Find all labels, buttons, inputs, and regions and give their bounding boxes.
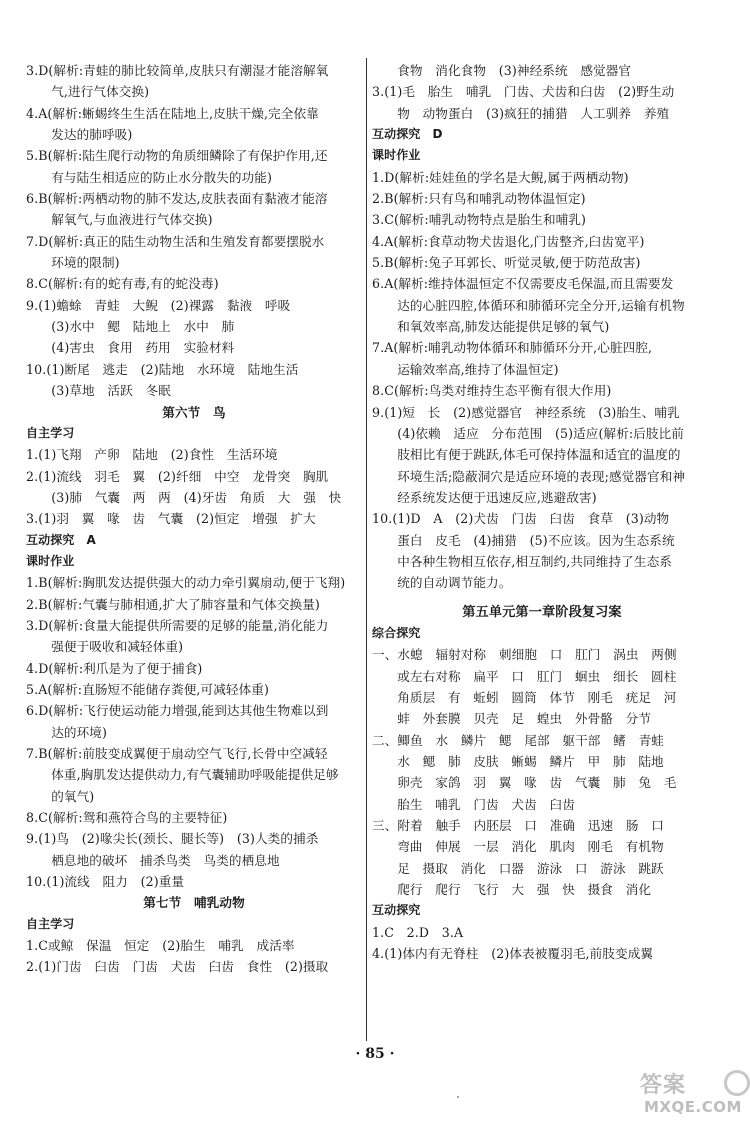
right-answer-continuation: 角质层 有 蚯蚓 圆筒 体节 刚毛 疣足 河 (397, 689, 677, 705)
left-answer-continuation: (3)肺 气囊 两 两 (4)牙齿 角质 大 强 快 (51, 489, 342, 505)
right-answer-continuation: 卵壳 家鸽 羽 翼 喙 齿 气囊 肺 兔 毛 (397, 775, 677, 791)
right-answer-continuation: 足 摄取 消化 口器 游泳 口 游泳 跳跃 (397, 860, 664, 876)
left-answer-continuation: 发达的肺呼吸) (51, 127, 133, 143)
left-answer-line: 9.(1)蟾蜍 青蛙 大鲵 (2)裸露 黏液 呼吸 (26, 297, 291, 313)
left-answer-line: 10.(1)流线 阻力 (2)重量 (26, 874, 185, 890)
right-answer-continuation: 肢相比有便于跳跃,体毛可保持体温和适宜的温度的 (397, 447, 681, 463)
right-answer-line: 5.B(解析:兔子耳郭长、听觉灵敏,便于防范敌害) (372, 255, 641, 271)
left-answer-continuation: (3)水中 鳃 陆地上 水中 肺 (51, 319, 235, 335)
left-section-title: 第六节 鸟 (162, 404, 226, 420)
right-answer-continuation: 统的自动调节能力。 (397, 575, 512, 591)
left-answer-line: 10.(1)断尾 逃走 (2)陆地 水环境 陆地生活 (26, 361, 299, 377)
right-answer-continuation: 爬行 爬行 飞行 大 强 快 摄食 消化 (397, 882, 652, 898)
left-answer-line: 1.(1)飞翔 产卵 陆地 (2)食性 生活环境 (26, 447, 278, 463)
right-answer-continuation: 胎生 哺乳 门齿 犬齿 臼齿 (397, 796, 575, 812)
right-answer-continuation: 或左右对称 扁平 口 肛门 蛔虫 细长 圆柱 (397, 668, 677, 684)
right-answer-line: 二、鲫鱼 水 鳞片 鳃 尾部 躯干部 鳍 青蛙 (372, 732, 664, 748)
left-answer-continuation: 栖息地的破坏 捕杀鸟类 鸟类的栖息地 (51, 852, 280, 868)
left-subheading: 课时作业 (26, 553, 75, 568)
left-answer-continuation: 体重,胸肌发达提供动力,有气囊辅助呼吸能提供足够 (51, 767, 339, 783)
right-answer-continuation: 物 动物蛋白 (3)疯狂的捕猎 人工驯养 养殖 (397, 105, 670, 121)
left-column (26, 60, 362, 978)
page-number: · 85 · (355, 1046, 395, 1062)
right-answer-line: 1.C 2.D 3.A (372, 924, 464, 940)
left-answer-line: 3.(1)羽 翼 喙 齿 气囊 (2)恒定 增强 扩大 (26, 511, 316, 527)
right-answer-line: 10.(1)D A (2)犬齿 门齿 臼齿 食草 (3)动物 (372, 511, 670, 527)
right-answer-line: 4.(1)体内有无脊柱 (2)体表被覆羽毛,前肢变成翼 (372, 946, 654, 962)
left-answer-line: 2.(1)门齿 臼齿 门齿 犬齿 臼齿 食性 (2)摄取 (26, 959, 329, 975)
right-answer-line: 7.A(解析:哺乳动物体循环和肺循环分开,心脏四腔, (372, 340, 653, 356)
scan-dot (457, 1096, 459, 1098)
left-subheading: 互动探究 A (26, 532, 96, 547)
left-answer-line: 4.D(解析:利爪是为了便于捕食) (26, 660, 203, 676)
right-answer-continuation: 食物 消化食物 (3)神经系统 感觉器官 (397, 63, 632, 78)
right-answer-continuation: 弯曲 伸展 一层 消化 肌肉 刚毛 有机物 (397, 839, 664, 855)
left-answer-continuation: 解氧气,与血液进行气体交换) (51, 212, 213, 228)
left-answer-line: 2.(1)流线 羽毛 翼 (2)纤细 中空 龙骨突 胸肌 (26, 468, 329, 484)
left-answer-continuation: (4)害虫 食用 药用 实验材料 (51, 340, 235, 356)
right-answer-line: 8.C(解析:鸟类对维持生态平衡有很大作用) (372, 383, 612, 399)
left-answer-continuation: 达的环境) (51, 724, 107, 740)
right-answer-line: 4.A(解析:食草动物犬齿退化,门齿整齐,臼齿宽平) (372, 233, 645, 249)
column-divider (366, 58, 367, 1041)
left-answer-line: 2.B(解析:气囊与肺相通,扩大了肺容量和气体交换量) (26, 596, 320, 612)
right-answer-line: 2.B(解析:只有鸟和哺乳动物体温恒定) (372, 191, 586, 207)
left-answer-line: 5.A(解析:直肠短不能储存粪便,可减轻体重) (26, 681, 269, 697)
right-subheading: 互动探究 (372, 903, 421, 918)
right-answer-continuation: 中各种生物相互依存,相互制约,共同维持了生态系 (397, 553, 672, 569)
right-subheading: 综合探究 (372, 625, 421, 640)
left-answer-line: 1.B(解析:胸肌发达提供强大的动力牵引翼扇动,便于飞翔) (26, 575, 346, 591)
left-answer-line: 3.D(解析:青蛙的肺比较简单,皮肤只有潮湿才能溶解氧 (26, 63, 329, 78)
left-answer-line: 8.C(解析:鸳和燕符合鸟的主要特征) (26, 810, 228, 826)
right-answer-line: 3.C(解析:哺乳动物特点是胎生和哺乳) (372, 212, 587, 228)
left-answer-line: 9.(1)鸟 (2)喙尖长(颈长、腿长等) (3)人类的捕杀 (26, 831, 319, 847)
watermark-url: MXQE.COM (644, 1098, 742, 1116)
left-answer-line: 8.C(解析:有的蛇有毒,有的蛇没毒) (26, 276, 219, 292)
right-answer-line: 三、附着 触手 内胚层 口 准确 迅速 肠 口 (372, 818, 664, 834)
right-unit-title: 第五单元第一章阶段复习案 (462, 604, 622, 620)
left-answer-continuation: 的氧气) (51, 788, 95, 804)
left-answer-line: 7.B(解析:前肢变成翼便于扇动空气飞行,长骨中空减轻 (26, 746, 328, 761)
left-answer-line: 3.D(解析:食量大能提供所需要的足够的能量,消化能力 (26, 617, 329, 633)
right-answer-continuation: 经系统发达便于迅速反应,逃避敌害) (397, 489, 597, 505)
right-answer-line: 6.A(解析:维持体温恒定不仅需要皮毛保温,而且需要发 (372, 276, 674, 292)
watermark-logo: 答案 (640, 1073, 687, 1098)
left-subheading: 自主学习 (26, 425, 75, 440)
right-answer-continuation: 蛋白 皮毛 (4)捕猎 (5)不应该。因为生态系统 (397, 532, 675, 548)
left-answer-line: 6.B(解析:两栖动物的肺不发达,皮肤表面有黏液才能溶 (26, 191, 328, 207)
left-answer-continuation: 强便于吸收和减轻体重) (51, 639, 184, 655)
right-answer-line: 一、水螅 辐射对称 刺细胞 口 肛门 涡虫 两侧 (372, 647, 677, 663)
right-answer-continuation: 和氧效率高,肺发达能提供足够的氧气) (397, 319, 610, 335)
left-answer-line: 5.B(解析:陆生爬行动物的角质细鳞除了有保护作用,还 (26, 148, 328, 164)
right-subheading: 课时作业 (372, 148, 421, 163)
right-answer-continuation: 蚌 外套膜 贝壳 足 蝗虫 外骨骼 分节 (397, 711, 652, 727)
right-answer-continuation: 达的心脏四腔,体循环和肺循环完全分开,运输有机物 (397, 297, 685, 313)
left-answer-line: 6.D(解析:飞行使运动能力增强,能到达其他生物难以到 (26, 703, 329, 719)
right-column (372, 60, 712, 964)
left-answer-line: 1.C或鲸 保温 恒定 (2)胎生 哺乳 成活率 (26, 938, 295, 954)
right-answer-line: 9.(1)短 长 (2)感觉器官 神经系统 (3)胎生、哺乳 (372, 404, 680, 420)
left-answer-line: 7.D(解析:真正的陆生动物生活和生殖发育都要摆脱水 (26, 233, 325, 249)
watermark-ring-icon (724, 1070, 750, 1096)
right-answer-line: 1.D(解析:娃娃鱼的学名是大鲵,属于两栖动物) (372, 169, 629, 185)
left-section-title: 第七节 哺乳动物 (143, 895, 245, 911)
right-spacer (372, 594, 712, 602)
left-answer-continuation: 环境的限制) (51, 255, 120, 271)
watermark (640, 1068, 748, 1118)
left-subheading: 自主学习 (26, 916, 75, 931)
right-answer-line: 3.(1)毛 胎生 哺乳 门齿、犬齿和臼齿 (2)野生动 (372, 84, 675, 100)
left-answer-continuation: (3)草地 活跃 冬眠 (51, 383, 171, 399)
right-subheading: 互动探究 D (372, 127, 443, 142)
right-answer-continuation: 水 鳃 肺 皮肤 蜥蜴 鳞片 甲 肺 陆地 (397, 754, 664, 769)
right-answer-continuation: 运输效率高,维持了体温恒定) (397, 361, 559, 377)
right-answer-continuation: (4)依赖 适应 分布范围 (5)适应(解析:后肢比前 (397, 425, 685, 441)
left-answer-continuation: 气,进行气体交换) (51, 84, 150, 100)
right-answer-continuation: 环境生活;隐蔽洞穴是适应环境的表现;感觉器官和神 (397, 468, 686, 484)
left-answer-continuation: 有与陆生相适应的防止水分散失的功能) (51, 169, 272, 185)
left-answer-line: 4.A(解析:蜥蜴终生生活在陆地上,皮肤干燥,完全依靠 (26, 105, 319, 121)
